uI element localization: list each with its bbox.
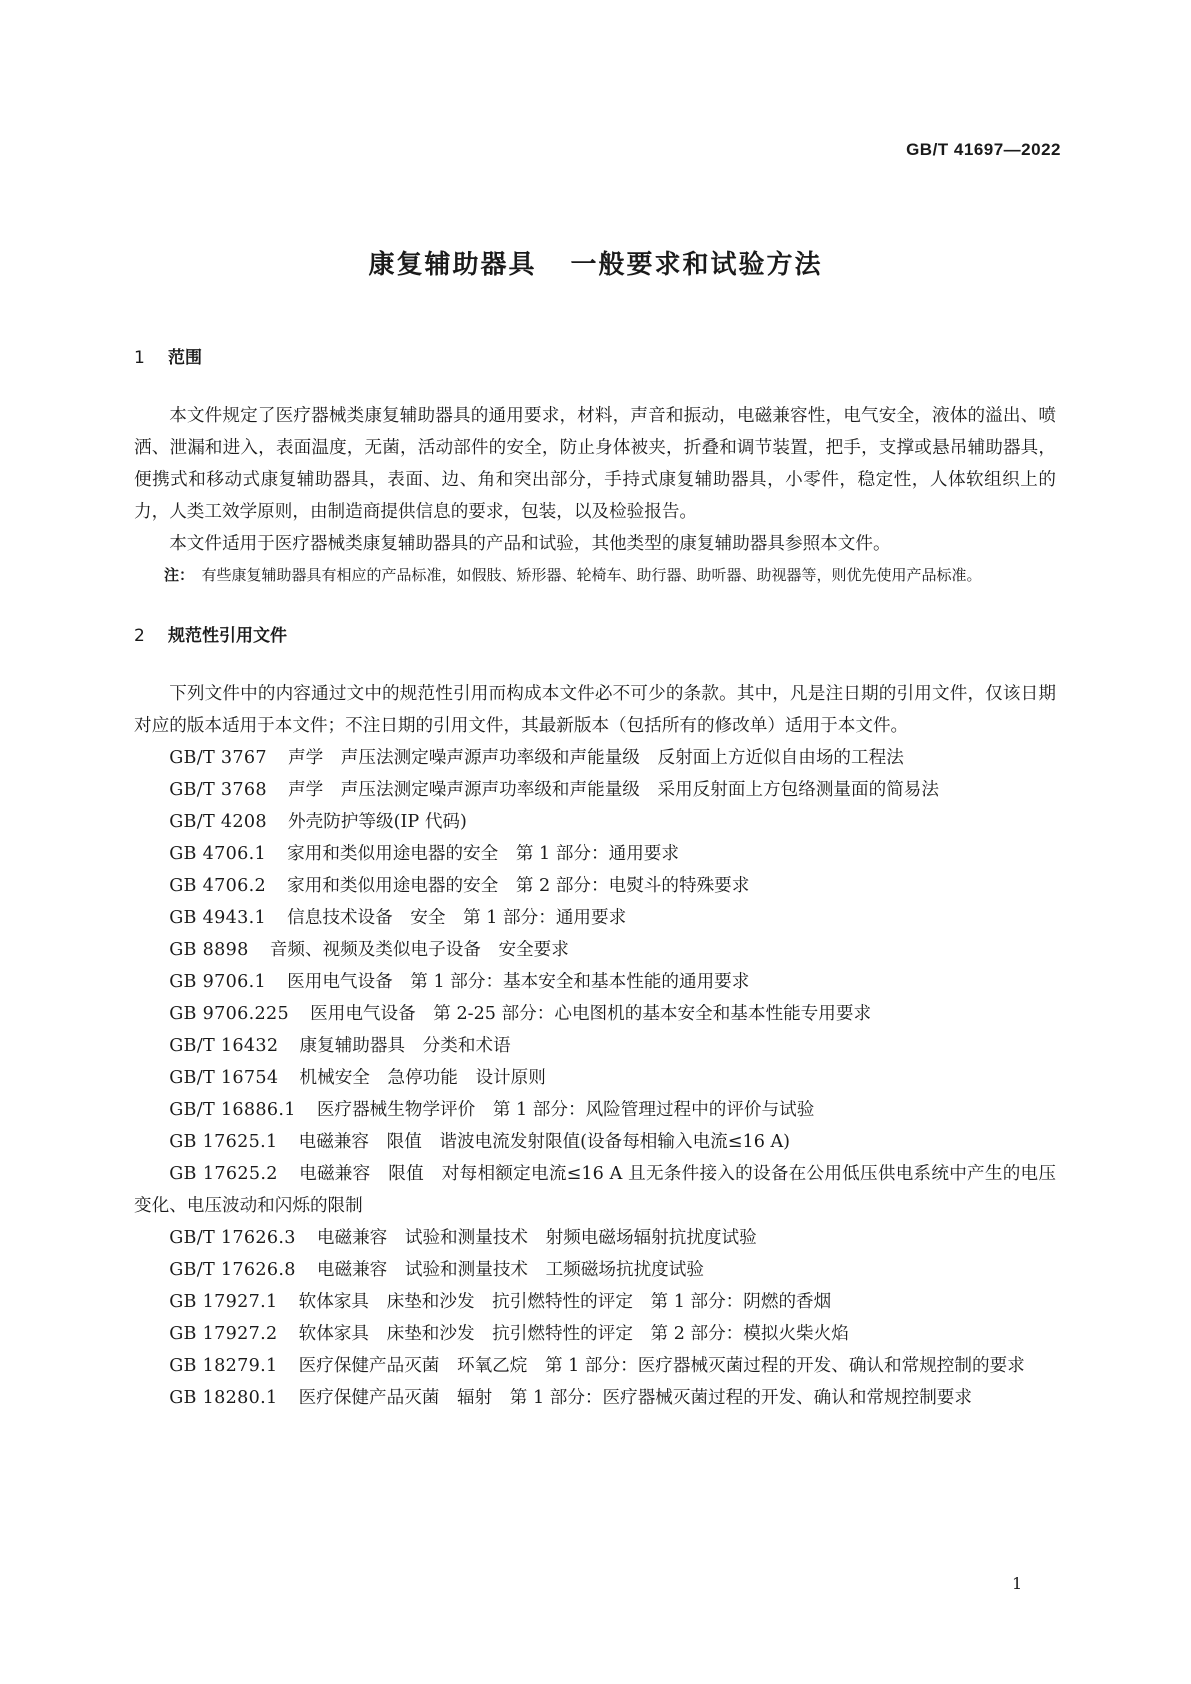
reference-title: 软体家具 床垫和沙发 抗引燃特性的评定 第 1 部分：阴燃的香烟 xyxy=(298,1292,832,1312)
reference-code: GB/T 16754 xyxy=(169,1068,279,1088)
reference-code: GB 9706.225 xyxy=(169,1004,290,1024)
document-body xyxy=(134,342,1056,1414)
reference-title: 家用和类似用途电器的安全 第 2 部分：电熨斗的特殊要求 xyxy=(287,876,750,896)
reference-item xyxy=(134,1030,1056,1062)
reference-code: GB/T 17626.8 xyxy=(169,1260,296,1280)
title-part-1: 康复辅助器具 xyxy=(368,250,537,280)
reference-title: 电磁兼容 试验和测量技术 射频电磁场辐射抗扰度试验 xyxy=(316,1228,757,1248)
reference-code: GB/T 16432 xyxy=(169,1036,279,1056)
reference-item xyxy=(134,870,1056,902)
reference-code: GB 17927.2 xyxy=(169,1324,278,1344)
reference-title: 康复辅助器具 分类和术语 xyxy=(299,1036,511,1056)
standard-code: GB/T 41697—2022 xyxy=(906,140,1061,159)
reference-code: GB 4706.2 xyxy=(169,876,267,896)
reference-code: GB 4943.1 xyxy=(169,908,267,928)
reference-title: 机械安全 急停功能 设计原则 xyxy=(299,1068,546,1088)
reference-title: 音频、视频及类似电子设备 安全要求 xyxy=(269,940,569,960)
reference-item xyxy=(134,1126,1056,1158)
section-2-heading xyxy=(134,620,1056,652)
reference-item xyxy=(134,1222,1056,1254)
reference-code: GB/T 4208 xyxy=(169,812,267,832)
reference-item xyxy=(134,1318,1056,1350)
reference-item xyxy=(134,806,1056,838)
reference-item xyxy=(134,774,1056,806)
reference-item xyxy=(134,902,1056,934)
reference-title: 医疗器械生物学评价 第 1 部分：风险管理过程中的评价与试验 xyxy=(316,1100,815,1120)
reference-item xyxy=(134,742,1056,774)
reference-title: 软体家具 床垫和沙发 抗引燃特性的评定 第 2 部分：模拟火柴火焰 xyxy=(298,1324,849,1344)
note-text: 有些康复辅助器具有相应的产品标准，如假肢、矫形器、轮椅车、助行器、助听器、助视器等，则优先使用产品标准。 xyxy=(201,566,982,584)
references-intro: 下列文件中的内容通过文中的规范性引用而构成本文件必不可少的条款。其中，凡是注日期的引用文件，仅该日期对应的版本适用于本文件；不注日期的引用文件，其最新版本（包括所有的修改单）适用于本文件。 xyxy=(134,684,1056,736)
section-2-number: 2 xyxy=(134,626,145,646)
reference-title: 电磁兼容 限值 谐波电流发射限值(设备每相输入电流≤16 A) xyxy=(298,1132,791,1152)
reference-title: 医疗保健产品灭菌 环氧乙烷 第 1 部分：医疗器械灭菌过程的开发、确认和常规控制的要求 xyxy=(298,1356,1025,1376)
reference-title: 外壳防护等级(IP 代码) xyxy=(288,812,467,832)
reference-item xyxy=(134,1382,1056,1414)
reference-item xyxy=(134,1286,1056,1318)
reference-code: GB 17927.1 xyxy=(169,1292,278,1312)
reference-title: 声学 声压法测定噪声源声功率级和声能量级 采用反射面上方包络测量面的简易法 xyxy=(288,780,939,800)
reference-item xyxy=(134,1254,1056,1286)
section-1-heading xyxy=(134,342,1056,374)
reference-item xyxy=(134,1158,1056,1222)
scope-paragraph-1: 本文件规定了医疗器械类康复辅助器具的通用要求，材料，声音和振动，电磁兼容性，电气安全，液体的溢出、喷洒、泄漏和进入，表面温度，无菌，活动部件的安全，防止身体被夹，折叠和调节装置，把手，支撑或悬吊辅助器具，便携式和移动式康复辅助器具，表面、边、角和突出部分，手持式康复辅助器具，小零件，稳定性，人体软组织上的力，人类工效学原则，由制造商提供信息的要求，包装，以及检验报告。 xyxy=(134,406,1056,522)
reference-code: GB 4706.1 xyxy=(169,844,267,864)
reference-item xyxy=(134,966,1056,998)
reference-title: 医疗保健产品灭菌 辐射 第 1 部分：医疗器械灭菌过程的开发、确认和常规控制要求 xyxy=(298,1388,972,1408)
reference-title: 医用电气设备 第 2-25 部分：心电图机的基本安全和基本性能专用要求 xyxy=(310,1004,872,1024)
scope-paragraph-2: 本文件适用于医疗器械类康复辅助器具的产品和试验，其他类型的康复辅助器具参照本文件。 xyxy=(169,534,891,554)
page-number: 1 xyxy=(1012,1574,1023,1593)
reference-code: GB 17625.1 xyxy=(169,1132,278,1152)
section-1-title: 范围 xyxy=(168,348,202,368)
reference-title: 信息技术设备 安全 第 1 部分：通用要求 xyxy=(287,908,627,928)
document-title xyxy=(0,244,1191,281)
title-part-2: 一般要求和试验方法 xyxy=(570,250,823,280)
reference-item xyxy=(134,1062,1056,1094)
reference-item xyxy=(134,838,1056,870)
reference-code: GB 18279.1 xyxy=(169,1356,278,1376)
reference-title: 电磁兼容 限值 对每相额定电流≤16 A 且无条件接入的设备在公用低压供电系统中产生的电压变化、电压波动和闪烁的限制 xyxy=(134,1164,1056,1216)
reference-list xyxy=(134,742,1056,1414)
reference-code: GB/T 16886.1 xyxy=(169,1100,296,1120)
reference-title: 医用电气设备 第 1 部分：基本安全和基本性能的通用要求 xyxy=(287,972,750,992)
reference-code: GB 9706.1 xyxy=(169,972,267,992)
reference-item xyxy=(134,1094,1056,1126)
reference-code: GB 8898 xyxy=(169,940,249,960)
section-2-title: 规范性引用文件 xyxy=(168,626,287,646)
reference-item xyxy=(134,1350,1056,1382)
reference-title: 家用和类似用途电器的安全 第 1 部分：通用要求 xyxy=(287,844,679,864)
scope-note xyxy=(134,560,1056,590)
reference-code: GB/T 17626.3 xyxy=(169,1228,296,1248)
reference-title: 声学 声压法测定噪声源声功率级和声能量级 反射面上方近似自由场的工程法 xyxy=(288,748,904,768)
reference-code: GB 17625.2 xyxy=(169,1164,278,1184)
reference-title: 电磁兼容 试验和测量技术 工频磁场抗扰度试验 xyxy=(316,1260,704,1280)
reference-code: GB/T 3767 xyxy=(169,748,267,768)
reference-item xyxy=(134,934,1056,966)
reference-item xyxy=(134,998,1056,1030)
note-label: 注： xyxy=(164,566,195,584)
reference-code: GB/T 3768 xyxy=(169,780,267,800)
section-1-number: 1 xyxy=(134,348,145,368)
reference-code: GB 18280.1 xyxy=(169,1388,278,1408)
